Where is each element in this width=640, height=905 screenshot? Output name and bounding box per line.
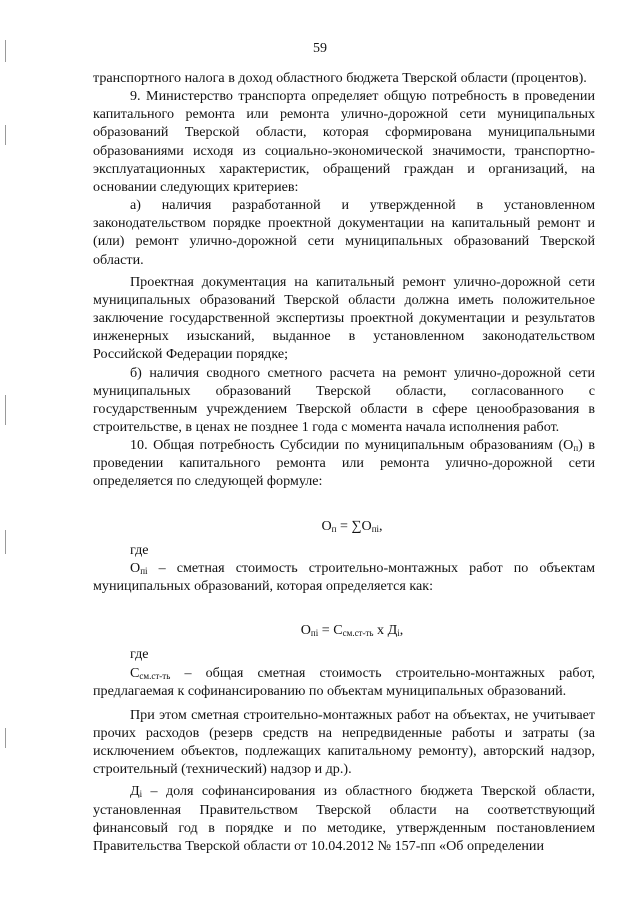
formula-object-cost: $О_{пi} = С_{см.ст-ть}$ х $Д_i$, xyxy=(300,622,404,639)
formula-total-need: $О_п = \sum О_{пi}$, xyxy=(321,517,383,534)
paragraph-estimate-definition: $С_{см.ст-ть}$ – общая сметная стоимость строительно-монтажных работ, предлагаемая к софинансированию по объектам муниципальных образований. xyxy=(93,664,595,699)
paragraph-oni-definition: $О_{пi}$ – сметная стоимость строительно-монтажных работ по объектам муниципальных образований, которая определяется как: xyxy=(93,559,595,595)
paragraph-project-docs: Проектная документация на капитальный ремонт улично-дорожной сети муниципальных образований Тверской области должна иметь положительное заключение государственной экспертизы проектной документации и результатов инженерных изысканий, выданное в установленном законодательством Российской Федерации порядке; xyxy=(93,273,595,363)
paragraph-continuation: транспортного налога в доход областного бюджета Тверской области (процентов). xyxy=(93,70,587,86)
scan-margin-mark xyxy=(5,530,6,554)
paragraph-item-9: 9. Министерство транспорта определяет общую потребность в проведении капитального ремонта или ремонта улично-дорожной сети муниципальных образований Тверской области, которая сформирована муниципальными образованиями исходя из социально-экономической значимости, транспортно-эксплуатационных характеристик, обращений граждан и организаций, на основании следующих критериев: xyxy=(93,88,595,195)
label-where: где xyxy=(130,541,149,558)
scan-margin-mark xyxy=(5,395,6,425)
paragraph-excluded-costs: При этом сметная строительно-монтажных работ на объектах, не учитывает прочих расходов (резерв средств на непредвиденные работы и затраты (за исключением объектов, подлежащих капитальному ремонту), авторский надзор, строительный (технический) надзор и др.). xyxy=(93,706,595,778)
document-body xyxy=(93,69,595,855)
scan-margin-mark xyxy=(5,728,6,748)
scan-margin-mark xyxy=(5,125,6,145)
paragraph-criterion-b: б) наличия сводного сметного расчета на ремонт улично-дорожной сети муниципальных образований Тверской области, согласованного с государственным учреждением Тверской области в сфере ценообразования в строительстве, в ценах не позднее 1 года с момента начала исполнения работ. xyxy=(93,364,595,435)
page-number: 59 xyxy=(313,41,327,56)
paragraph-item-10: 10. Общая потребность Субсидии по муниципальным образованиям $(О_п)$ в проведении капитального ремонта или ремонта улично-дорожной сети определяется по следующей формуле: xyxy=(93,437,596,490)
paragraph-cofinancing-share: $Д_i$ – доля софинансирования из областного бюджета Тверской области, установленная Правительством Тверской области на соответствующий финансовый год в порядке и по методике, утвержденным постановлением Правительства Тверской области от 10.04.2012 № 157-пп «Об определении xyxy=(93,783,595,854)
label-where: где xyxy=(130,646,149,663)
paragraph-criterion-a: а) наличия разработанной и утвержденной в установленном законодательством порядке проектной документации на капитальный ремонт и (или) ремонт улично-дорожной сети муниципальных образований Тверской области. xyxy=(93,197,595,268)
